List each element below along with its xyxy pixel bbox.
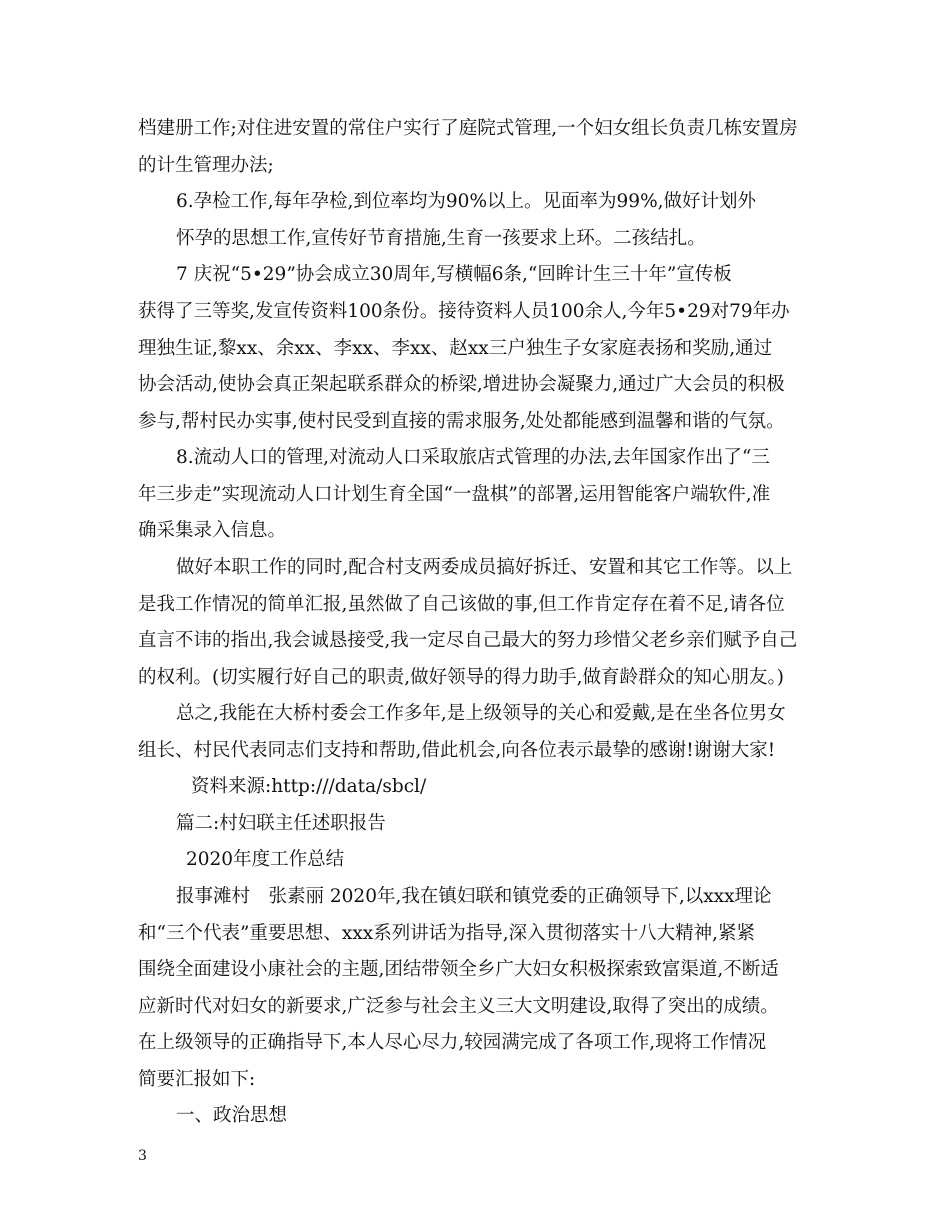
text-line: 在上级领导的正确指导下,本人尽心尽力,较园满完成了各项工作,现将工作情况 bbox=[138, 1032, 767, 1053]
text-line: 的计生管理办法; bbox=[138, 155, 274, 176]
text-line: 怀孕的思想工作,宣传好节育措施,生育一孩要求上环。二孩结扎。 bbox=[176, 228, 706, 249]
text-line: 是我工作情况的简单汇报,虽然做了自己该做的事,但工作肯定存在着不足,请各位 bbox=[138, 594, 785, 615]
text-line: 协会活动,使协会真正架起联系群众的桥梁,增进协会凝聚力,通过广大会员的积极 bbox=[138, 374, 785, 395]
text-line: 参与,帮村民办实事,使村民受到直接的需求服务,处处都能感到温馨和谐的气氛。 bbox=[138, 411, 785, 432]
text-line: 的权利。(切实履行好自己的职责,做好领导的得力助手,做育龄群众的知心朋友。) bbox=[138, 667, 784, 688]
text-line: 围绕全面建设小康社会的主题,团结带领全乡广大妇女积极探索致富渠道,不断适 bbox=[138, 959, 779, 980]
text-line: 年三步走”实现流动人口计划生育全国“一盘棋”的部署,运用智能客户端软件,准 bbox=[138, 484, 771, 505]
text-line: 8.流动人口的管理,对流动人口采取旅店式管理的办法,去年国家作出了“三 bbox=[176, 447, 770, 468]
text-line: 获得了三等奖,发宣传资料100条份。接待资料人员100余人,今年5•29对79年办 bbox=[138, 301, 790, 322]
text-line: 报事滩村 张素丽 2020年,我在镇妇联和镇党委的正确领导下,以xxx理论 bbox=[176, 886, 772, 907]
text-line: 档建册工作;对住进安置的常住户实行了庭院式管理,一个妇女组长负责几栋安置房 bbox=[138, 118, 798, 139]
text-line: 做好本职工作的同时,配合村支两委成员搞好拆迁、安置和其它工作等。以上 bbox=[176, 557, 793, 578]
text-line: 直言不讳的指出,我会诚恳接受,我一定尽自己最大的努力珍惜父老乡亲们赋予自己 bbox=[138, 630, 798, 651]
text-line: 理独生证,黎xx、余xx、李xx、李xx、赵xx三户独生子女家庭表扬和奖励,通过 bbox=[138, 338, 773, 359]
text-line: 确采集录入信息。 bbox=[138, 520, 287, 541]
subtitle: 2020年度工作总结 bbox=[186, 849, 345, 870]
text-line: 总之,我能在大桥村委会工作多年,是上级领导的关心和爱戴,是在坐各位男女 bbox=[176, 703, 786, 724]
text-line: 6.孕检工作,每年孕检,到位率均为90%以上。见面率为99%,做好计划外 bbox=[176, 191, 757, 212]
source-line: 资料来源:http:///data/sbcl/ bbox=[191, 776, 427, 797]
text-line: 7 庆祝“5•29”协会成立30周年,写横幅6条,“回眸计生三十年”宣传板 bbox=[176, 264, 732, 285]
text-line: 应新时代对妇女的新要求,广泛参与社会主义三大文明建设,取得了突出的成绩。 bbox=[138, 996, 779, 1017]
text-line: 和“三个代表”重要思想、xxx系列讲话为指导,深入贯彻落实十八大精神,紧紧 bbox=[138, 923, 755, 944]
text-line: 组长、村民代表同志们支持和帮助,借此机会,向各位表示最挚的感谢!谢谢大家! bbox=[138, 740, 776, 761]
page-number: 3 bbox=[138, 1148, 147, 1164]
text-line: 简要汇报如下: bbox=[138, 1069, 256, 1090]
section-heading: 篇二:村妇联主任述职报告 bbox=[176, 813, 386, 834]
section-heading: 一、政治思想 bbox=[176, 1105, 288, 1126]
